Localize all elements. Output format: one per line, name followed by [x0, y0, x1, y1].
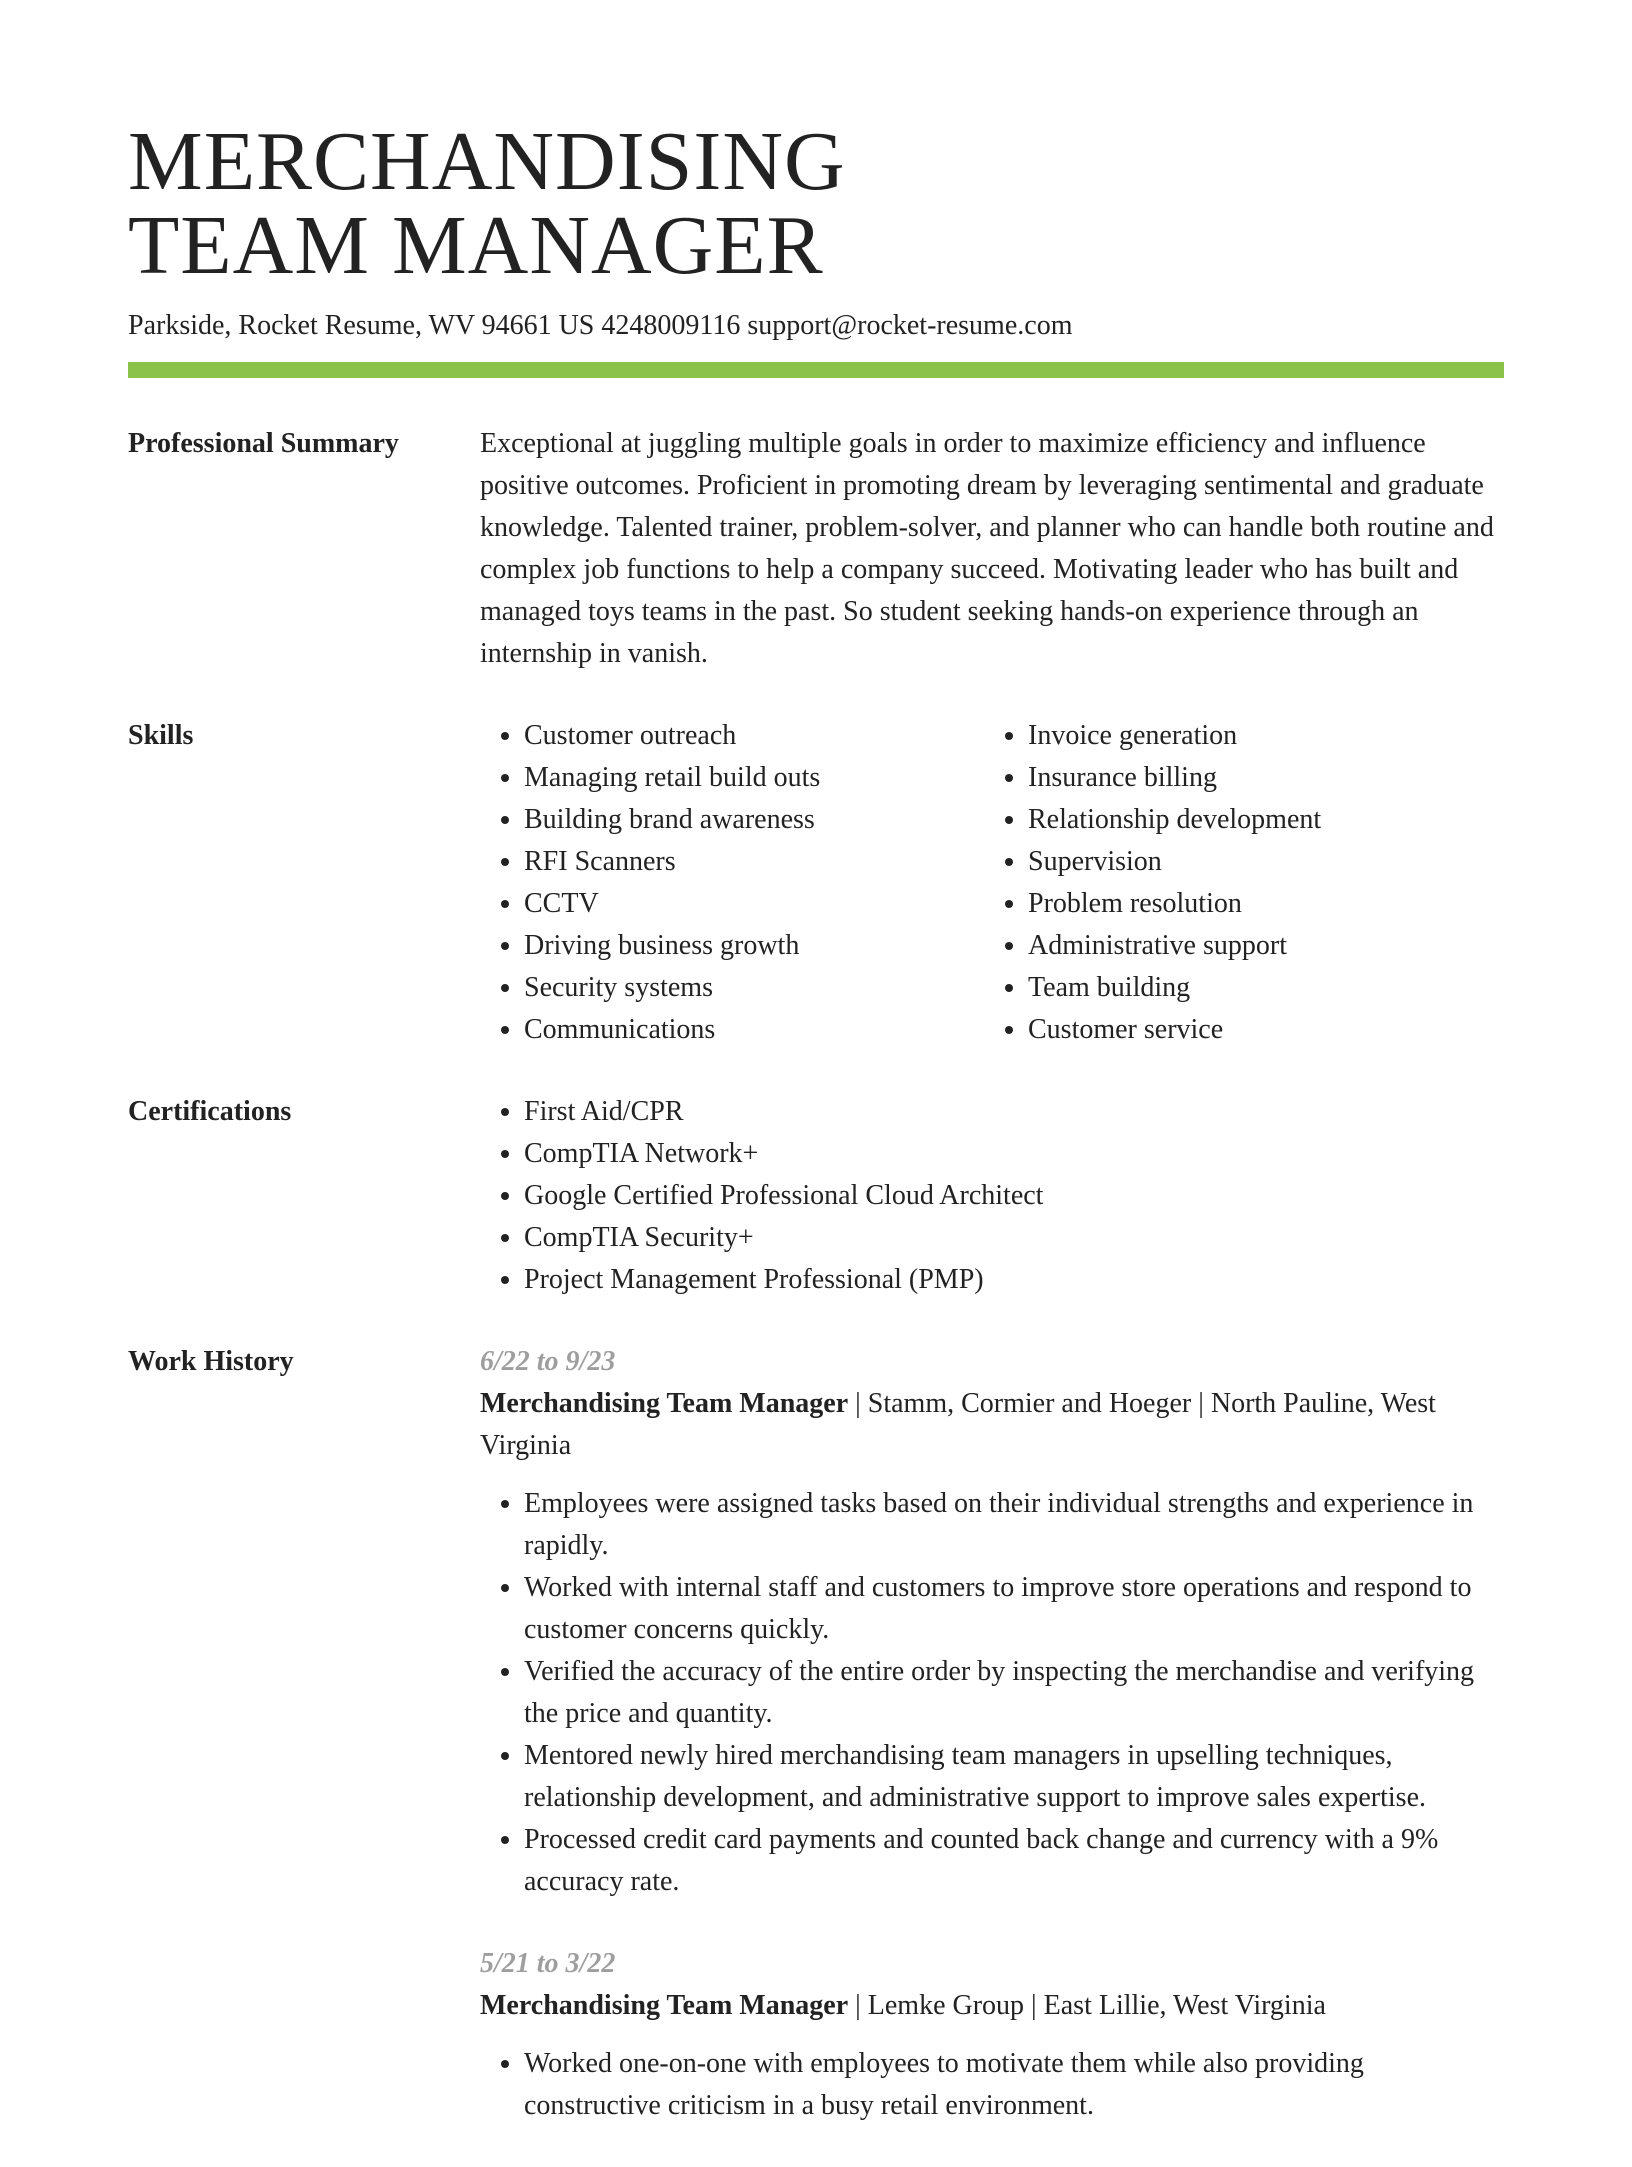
header-divider: [128, 362, 1504, 378]
certifications-section: [128, 1091, 1504, 1301]
skill-item: • Invoice generation: [1028, 715, 1488, 757]
job-entry: [480, 1341, 1504, 1903]
job-entry: [480, 1943, 1504, 2127]
skill-item: • Relationship development: [1028, 799, 1488, 841]
job-bullet: • Processed credit card payments and counted back change and currency with a 9% accuracy rate.: [524, 1819, 1504, 1903]
resume-name: [128, 115, 1504, 292]
skill-item: • Problem resolution: [1028, 883, 1488, 925]
skill-item: • Insurance billing: [1028, 757, 1488, 799]
skill-item: • Communications: [524, 1009, 984, 1051]
skills-title: Skills: [128, 720, 194, 751]
skill-item: • Supervision: [1028, 841, 1488, 883]
job-bullets: [480, 1483, 1504, 1903]
name-line-1: MERCHANDISING: [128, 115, 846, 208]
job-details: | Stamm, Cormier and Hoeger | North Pauline, West Virginia: [480, 1388, 1436, 1461]
job-title: Merchandising Team Manager: [480, 1990, 849, 2021]
certification-item: • CompTIA Network+: [524, 1133, 1504, 1175]
work-history-section: [128, 1341, 1504, 2167]
summary-section: [128, 423, 1504, 675]
skills-section: [128, 715, 1504, 1051]
job-bullet: • Verified the accuracy of the entire order by inspecting the merchandise and verifying the price and quantity.: [524, 1651, 1504, 1735]
skills-list-left: [480, 715, 984, 1051]
skill-item: • Customer service: [1028, 1009, 1488, 1051]
job-dates: 6/22 to 9/23: [480, 1346, 616, 1377]
job-heading: [480, 1383, 1504, 1467]
job-bullet: • Worked one-on-one with employees to motivate them while also providing constructive criticism in a busy retail environment.: [524, 2043, 1504, 2127]
job-heading: [480, 1985, 1504, 2027]
certification-item: • CompTIA Security+: [524, 1217, 1504, 1259]
skill-item: • Managing retail build outs: [524, 757, 984, 799]
certifications-list: [480, 1091, 1504, 1301]
job-bullet: • Employees were assigned tasks based on their individual strengths and experience in rapidly.: [524, 1483, 1504, 1567]
skill-item: • Security systems: [524, 967, 984, 1009]
job-details: | Lemke Group | East Lillie, West Virginia: [848, 1990, 1326, 2021]
job-title: Merchandising Team Manager: [480, 1388, 849, 1419]
job-bullet: • Mentored newly hired merchandising team managers in upselling techniques, relationship development, and administrative support to improve sales expertise.: [524, 1735, 1504, 1819]
summary-text: Exceptional at juggling multiple goals in order to maximize efficiency and influence positive outcomes. Proficient in promoting dream by leveraging sentimental and graduate knowledge. Talented trainer, problem-solver, and planner who can handle both routine and complex job functions to help a company succeed. Motivating leader who has built and managed toys teams in the past. So student seeking hands-on experience through an internship in vanish.: [480, 428, 1494, 669]
summary-title: Professional Summary: [128, 428, 399, 459]
job-bullets: [480, 2043, 1504, 2127]
skill-item: • Team building: [1028, 967, 1488, 1009]
certification-item: • Project Management Professional (PMP): [524, 1259, 1504, 1301]
job-dates: 5/21 to 3/22: [480, 1948, 616, 1979]
skill-item: • Customer outreach: [524, 715, 984, 757]
contact-line: Parkside, Rocket Resume, WV 94661 US 4248009116 support@rocket-resume.com: [128, 310, 1073, 341]
certification-item: • First Aid/CPR: [524, 1091, 1504, 1133]
skill-item: • Driving business growth: [524, 925, 984, 967]
skills-list-right: [984, 715, 1488, 1051]
certifications-title: Certifications: [128, 1096, 292, 1127]
work-history-title: Work History: [128, 1346, 294, 1377]
skill-item: • Administrative support: [1028, 925, 1488, 967]
certification-item: • Google Certified Professional Cloud Architect: [524, 1175, 1504, 1217]
name-line-2: TEAM MANAGER: [128, 199, 824, 292]
skill-item: • Building brand awareness: [524, 799, 984, 841]
skill-item: • RFI Scanners: [524, 841, 984, 883]
job-bullet: • Worked with internal staff and customers to improve store operations and respond to customer concerns quickly.: [524, 1567, 1504, 1651]
skill-item: • CCTV: [524, 883, 984, 925]
